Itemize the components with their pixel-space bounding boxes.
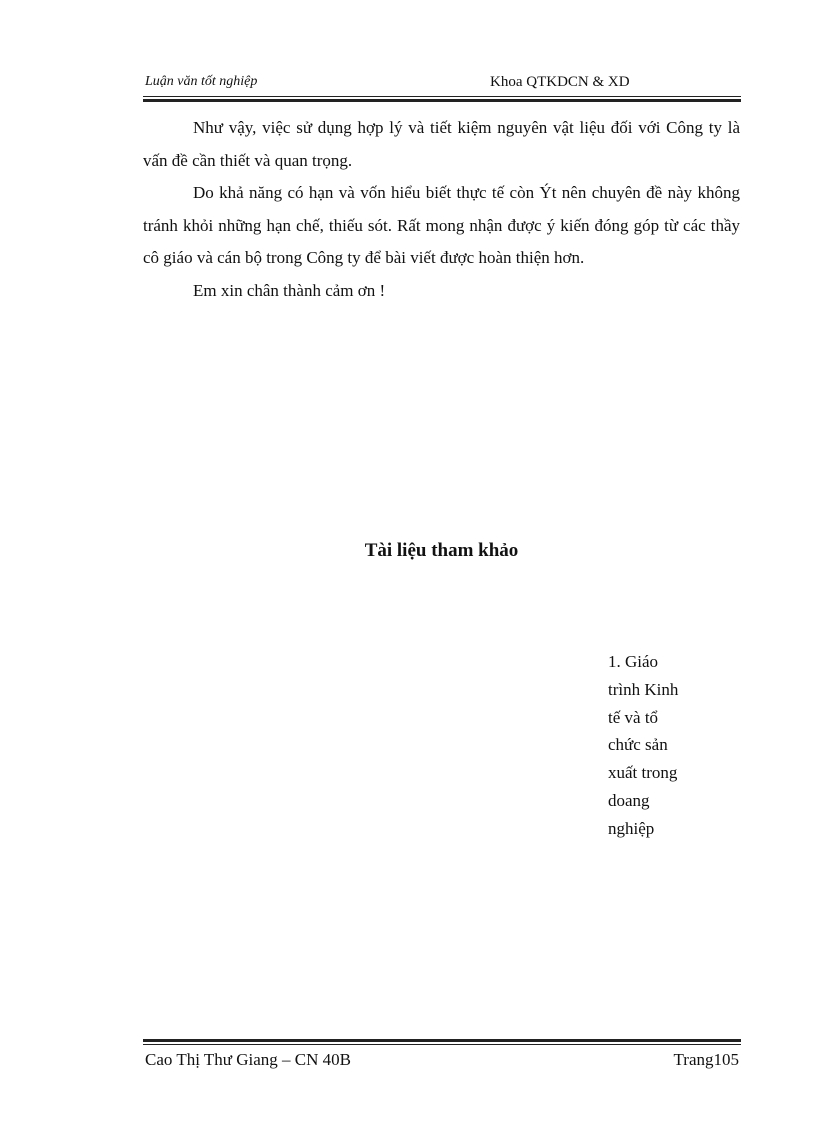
page-header xyxy=(143,72,740,92)
reference-line: doang xyxy=(608,790,650,810)
references-title: Tài liệu tham khảo xyxy=(364,540,519,561)
footer-author: Cao Thị Thư Giang – CN 40B xyxy=(145,1050,351,1069)
reference-item xyxy=(608,648,700,843)
body-text xyxy=(143,112,740,307)
reference-line: 1. Giáo xyxy=(608,652,659,671)
paragraph: Như vậy, việc sử dụng hợp lý và tiết kiệm nguyên vật liệu đối với Công ty là vấn đề cần thiết và quan trọng. xyxy=(143,118,740,170)
header-thesis-label: Luận văn tốt nghiệp xyxy=(145,74,258,89)
page-number: Trang105 xyxy=(673,1050,739,1069)
closing-line: Em xin chân thành cảm ơn ! xyxy=(193,280,386,300)
reference-line: tế và tổ xyxy=(608,707,659,727)
paragraph: Do khả năng có hạn và vốn hiểu biết thực tế còn Ýt nên chuyên đề này không tránh khỏi những hạn chế, thiếu sót. Rất mong nhận được ý kiến đóng góp từ các thầy cô giáo và cán bộ trong Công ty để bài viết được hoàn thiện hơn. xyxy=(143,183,740,267)
footer-rule-thick xyxy=(143,1039,741,1042)
reference-line: nghiệp xyxy=(608,818,655,838)
reference-line: trình Kinh xyxy=(608,679,679,699)
footer-rule-thin xyxy=(143,1044,741,1045)
reference-line: xuất trong xyxy=(608,763,678,783)
header-faculty-label: Khoa QTKDCN & XD xyxy=(490,74,630,90)
page-footer xyxy=(143,1050,739,1074)
header-rule-thin xyxy=(143,96,741,97)
reference-line: chức sản xyxy=(608,735,668,755)
header-rule-thick xyxy=(143,99,741,102)
